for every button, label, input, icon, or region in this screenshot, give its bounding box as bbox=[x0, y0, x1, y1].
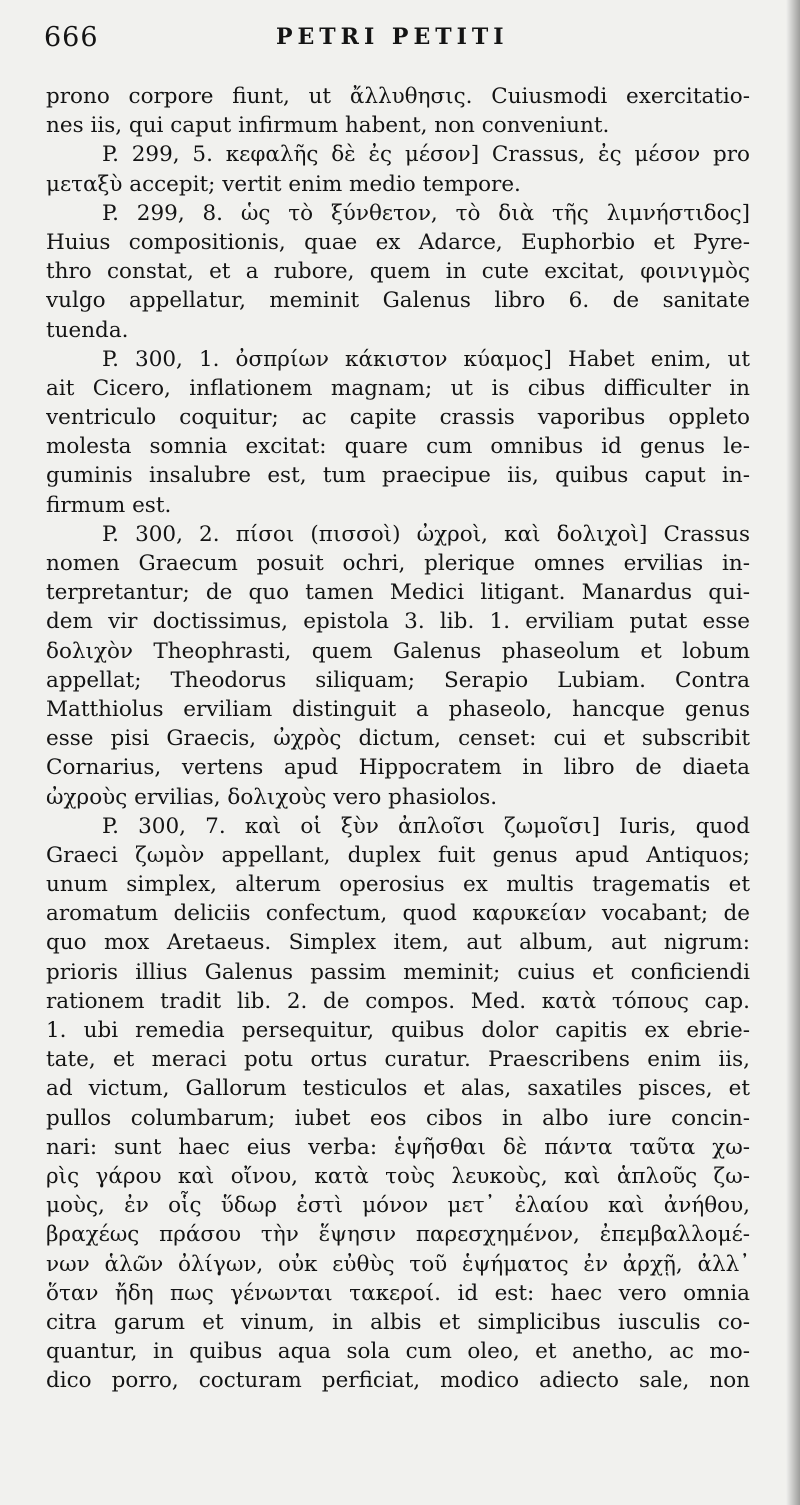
text-line: P. 300, 7. καὶ οἱ ξὺν ἀπλοῖσι ζωμοῖσι] Iuris, quod bbox=[102, 813, 750, 839]
text-line: 1. ubi remedia persequitur, quibus dolor capitis ex ebrie- bbox=[46, 1018, 750, 1043]
text-line: vulgo appellatur, meminit Galenus libro 6. de sanitate bbox=[46, 288, 750, 314]
text-line: tate, et meraci potu ortus curatur. Praescribens enim iis, bbox=[46, 1047, 750, 1073]
text-line: firmum est. bbox=[46, 492, 172, 518]
text-line: μεταξὺ accepit; vertit enim medio tempore. bbox=[46, 171, 521, 197]
text-line: Graeci ζωμὸν appellant, duplex fuit genus apud Antiquos; bbox=[46, 842, 750, 868]
text-line: νων ἁλῶν ὀλίγων, οὐκ εὐθὺς τοῦ ἑψήματος ἐν ἀρχῇ, ἀλλ᾿ bbox=[46, 1251, 750, 1277]
text-line: Matthiolus erviliam distinguit a phaseolo, hancque genus bbox=[46, 696, 750, 722]
text-line: guminis insalubre est, tum praecipue iis, quibus caput in- bbox=[46, 463, 750, 489]
text-line: P. 300, 2. πίσοι (πισσοὶ) ὠχροὶ, καὶ δολιχοὶ] Crassus bbox=[102, 521, 750, 547]
running-head: PETRI PETITI bbox=[276, 24, 509, 50]
text-line: P. 299, 5. κεφαλῆς δὲ ἐς μέσον] Crassus, ἐς μέσον pro bbox=[102, 142, 750, 168]
page-number: 666 bbox=[44, 22, 99, 53]
text-line: ventriculo coquitur; ac capite crassis vaporibus oppleto bbox=[46, 405, 750, 431]
text-line: nomen Graecum posuit ochri, plerique omnes ervilias in- bbox=[46, 551, 750, 576]
text-line: δολιχὸν Theophrasti, quem Galenus phaseolum et lobum bbox=[46, 638, 750, 664]
text-line: ρὶς γάρου καὶ οἴνου, κατὰ τοὺς λευκοὺς, καὶ ἁπλοῦς ζω- bbox=[46, 1163, 750, 1189]
text-line: dico porro, cocturam perficiat, modico adiecto sale, non bbox=[46, 1368, 750, 1394]
text-line: Huius compositionis, quae ex Adarce, Euphorbio et Pyre- bbox=[46, 229, 750, 255]
text-line: quantur, in quibus aqua sola cum oleo, et anetho, ac mo- bbox=[46, 1339, 750, 1365]
text-line: nes iis, qui caput infirmum habent, non conveniunt. bbox=[46, 113, 610, 139]
text-line: prono corpore fiunt, ut ἄλλυθησις. Cuiusmodi exercitatio- bbox=[46, 84, 750, 109]
text-line: appellat; Theodorus siliquam; Serapio Lubiam. Contra bbox=[46, 667, 750, 693]
text-line: ad victum, Gallorum testiculos et alas, saxatiles pisces, et bbox=[46, 1076, 750, 1102]
text-line: rationem tradit lib. 2. de compos. Med. κατὰ τόπους cap. bbox=[46, 988, 750, 1014]
text-line: Cornarius, vertens apud Hippocratem in libro de diaeta bbox=[46, 755, 750, 781]
body-text bbox=[46, 82, 750, 1395]
text-line: ὠχροὺς ervilias, δολιχοὺς vero phasiolos. bbox=[46, 784, 498, 810]
text-line: citra garum et vinum, in albis et simplicibus iusculis co- bbox=[46, 1309, 750, 1335]
text-line: βραχέως πράσου τὴν ἕψησιν παρεσχημένον, ἐπεμβαλλομέ- bbox=[46, 1222, 750, 1248]
text-line: aromatum deliciis confectum, quod καρυκείαν vocabant; de bbox=[46, 901, 750, 927]
spine-shadow bbox=[786, 0, 800, 1505]
text-line: thro constat, et a rubore, quem in cute excitat, φοινιγμὸς bbox=[46, 259, 750, 285]
text-line: molesta somnia excitat: quare cum omnibus id genus le- bbox=[46, 434, 750, 460]
text-line: P. 300, 1. ὀσπρίων κάκιστον κύαμος] Habet enim, ut bbox=[102, 346, 750, 372]
text-line: pullos columbarum; iubet eos cibos in albo iure concin- bbox=[46, 1105, 750, 1131]
text-line: esse pisi Graecis, ὠχρὸς dictum, censet: cui et subscribit bbox=[46, 726, 750, 752]
text-line: ait Cicero, inflationem magnam; ut is cibus difficulter in bbox=[46, 375, 750, 401]
text-line: ὅταν ἤδη πως γένωνται τακεροί. id est: haec vero omnia bbox=[46, 1280, 750, 1306]
text-line: P. 299, 8. ὡς τὸ ξύνθετον, τὸ διὰ τῆς λιμνήστιδος] bbox=[102, 200, 750, 226]
text-line: dem vir doctissimus, epistola 3. lib. 1. erviliam putat esse bbox=[46, 609, 750, 635]
text-line: nari: sunt haec eius verba: ἑψῆσθαι δὲ πάντα ταῦτα χω- bbox=[46, 1134, 750, 1160]
text-line: quo mox Aretaeus. Simplex item, aut album, aut nigrum: bbox=[46, 930, 750, 956]
text-line: prioris illius Galenus passim meminit; cuius et conficiendi bbox=[46, 959, 750, 985]
text-line: tuenda. bbox=[46, 317, 129, 343]
text-line: unum simplex, alterum operosius ex multis tragematis et bbox=[46, 872, 750, 898]
text-line: μοὺς, ἐν οἷς ὕδωρ ἐστὶ μόνον μετ᾿ ἐλαίου καὶ ἀνήθου, bbox=[46, 1193, 750, 1219]
text-line: terpretantur; de quo tamen Medici litigant. Manardus qui- bbox=[46, 580, 750, 606]
page-header bbox=[44, 22, 760, 62]
